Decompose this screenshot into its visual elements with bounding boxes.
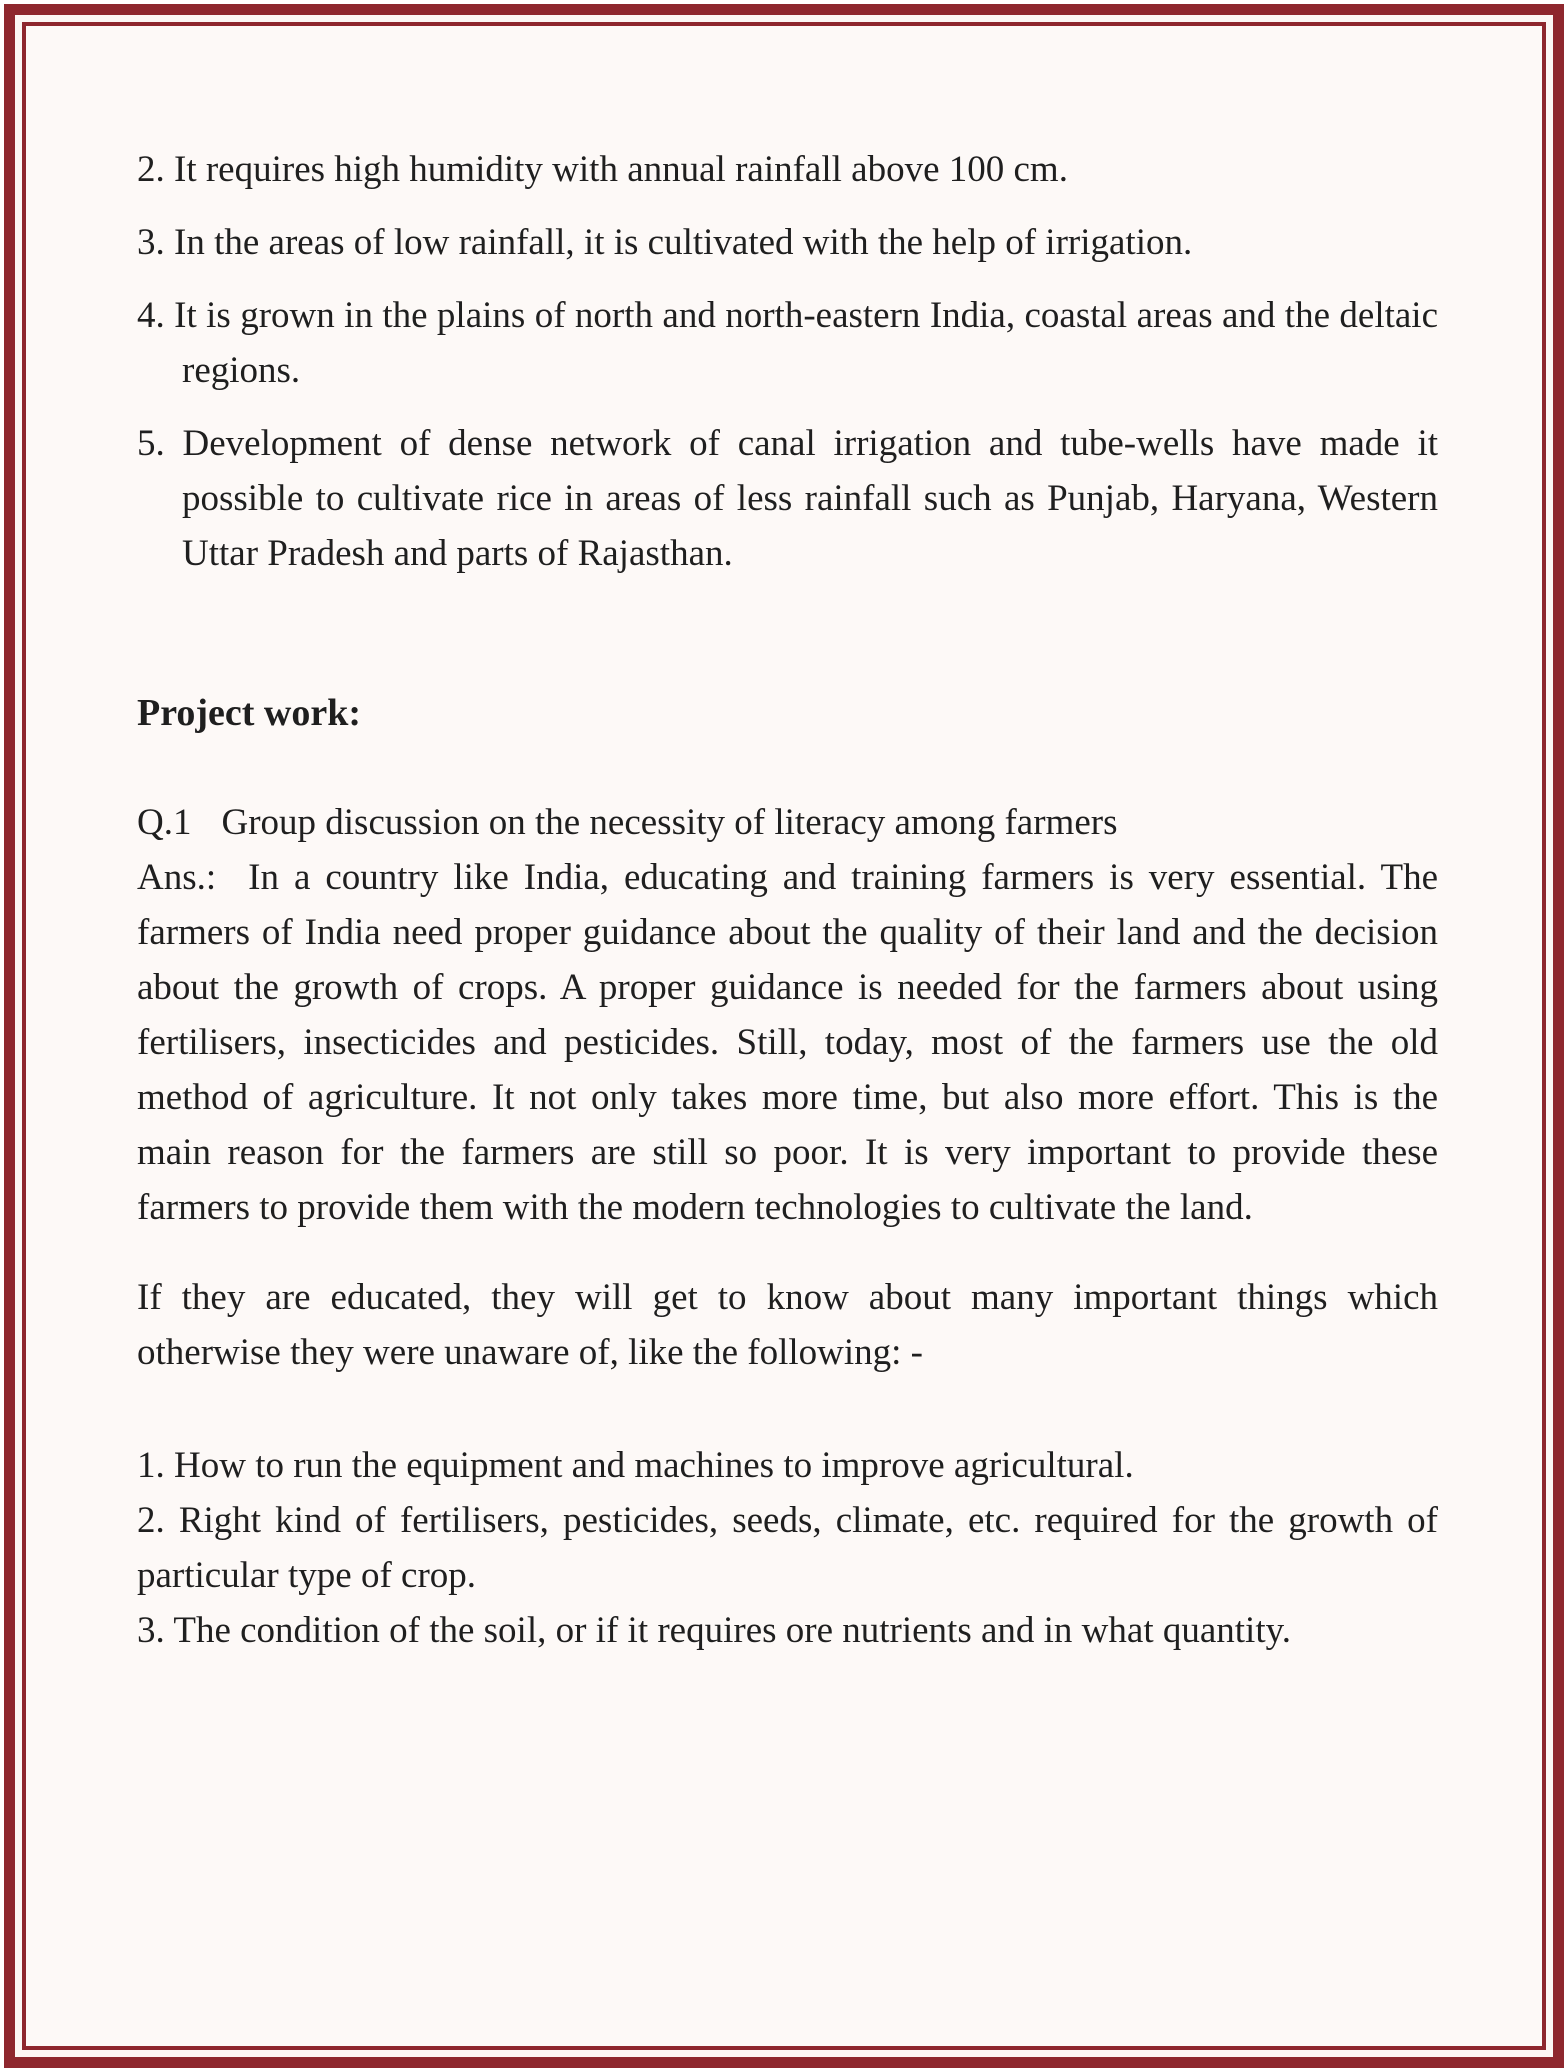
question-label: Q.1 (137, 802, 192, 843)
item-number: 2. (137, 1500, 165, 1541)
item-number: 2. (137, 149, 165, 190)
followup-paragraph: If they are educated, they will get to know about many important things which otherwise they were unaware of, like the following: - (137, 1277, 1438, 1373)
item-text: The condition of the soil, or if it requires ore nutrients and in what quantity. (173, 1610, 1291, 1651)
item-number: 3. (137, 222, 165, 263)
item-text: Development of dense network of canal irrigation and tube-wells have made it possible to cultivate rice in areas of less rainfall such as Punjab, Haryana, Western Uttar Pradesh and parts of Rajasthan. (182, 423, 1438, 574)
note-item (137, 142, 1438, 197)
learning-item (137, 1603, 1438, 1658)
item-number: 1. (137, 1445, 165, 1486)
note-item (137, 288, 1438, 398)
item-text: How to run the equipment and machines to improve agricultural. (174, 1445, 1134, 1486)
page-border-outer (4, 4, 1564, 2068)
learning-item (137, 1493, 1438, 1603)
learning-item (137, 1438, 1438, 1493)
question-line (137, 795, 1438, 850)
item-text: Right kind of fertilisers, pesticides, seeds, climate, etc. required for the growth of particular type of crop. (137, 1500, 1438, 1596)
page-content (137, 142, 1438, 1658)
rice-cultivation-notes (137, 142, 1438, 581)
answer-paragraph (137, 850, 1438, 1235)
question-text: Group discussion on the necessity of literacy among farmers (221, 802, 1118, 843)
item-number: 4. (137, 295, 165, 336)
item-number: 5. (137, 423, 165, 464)
item-text: It is grown in the plains of north and north-eastern India, coastal areas and the deltaic regions. (174, 295, 1439, 391)
answer-label: Ans.: (137, 857, 217, 898)
item-number: 3. (137, 1610, 165, 1651)
note-item (137, 215, 1438, 270)
answer-text: In a country like India, educating and training farmers is very essential. The farmers of India need proper guidance about the quality of their land and the decision about the growth of crops. A proper guidance is needed for the farmers about using fertilisers, insecticides and pesticides. Still, today, most of the farmers use the old method of agriculture. It not only takes more time, but also more effort. This is the main reason for the farmers are still so poor. It is very important to provide these farmers to provide them with the modern technologies to cultivate the land. (137, 857, 1438, 1228)
item-text: It requires high humidity with annual rainfall above 100 cm. (174, 149, 1068, 190)
learning-points-list (137, 1438, 1438, 1658)
item-text: In the areas of low rainfall, it is cultivated with the help of irrigation. (174, 222, 1193, 263)
note-item (137, 416, 1438, 581)
section-heading: Project work: (137, 692, 362, 734)
page-border-inner (22, 22, 1546, 2050)
